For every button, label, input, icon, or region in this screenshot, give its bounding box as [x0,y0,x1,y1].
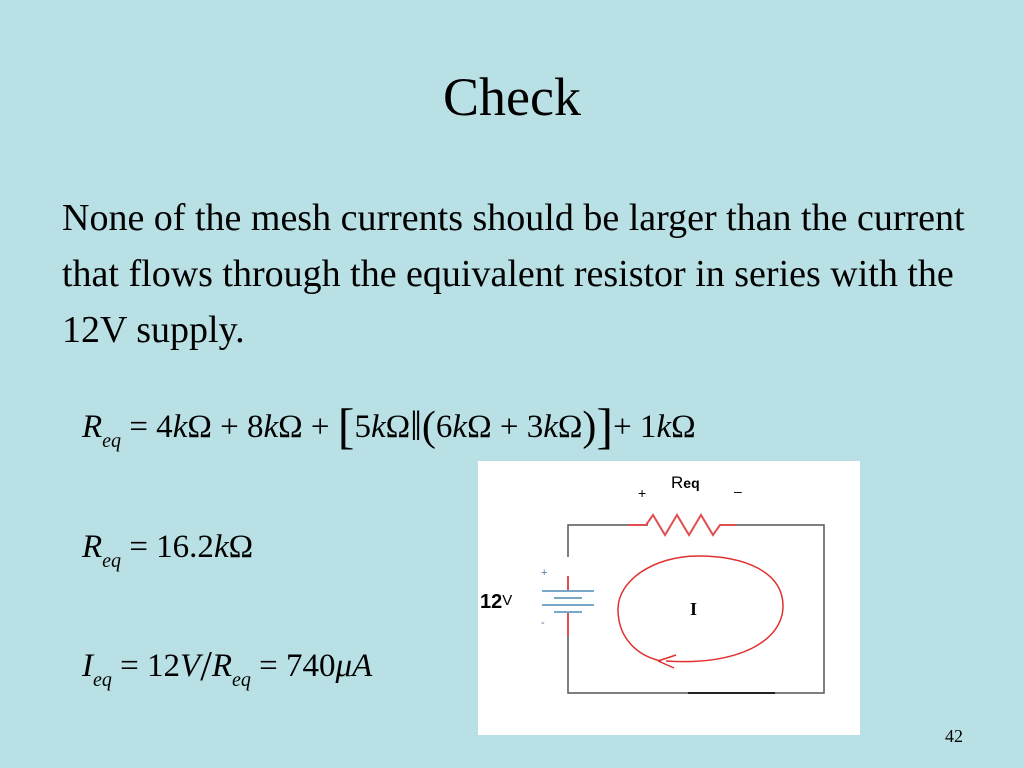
equation-req-expansion [82,398,696,454]
eq1-part9: + 1 [613,409,657,445]
resistor-label [671,473,700,493]
eq3-r: R [211,648,233,684]
eq1-part6: 6 [435,409,453,445]
circuit-svg [478,461,860,735]
eq3-part2: = 740 [259,648,336,684]
eq1-k6: k [656,409,672,445]
top-left-wire [568,525,648,557]
eq1-k4: k [452,409,468,445]
eq2-lhs-sub: eq [102,550,122,572]
eq3-r-sub: eq [232,669,251,691]
source-value-label [480,591,512,614]
battery-plus-sign: + [541,567,548,579]
eq1-part8: Ω [557,409,583,445]
eq1-part5: Ω [385,409,411,445]
eq1-lhs: R [82,409,103,445]
eq3-mu: μ [335,648,353,684]
eq2-part1: = 16.2 [129,529,214,565]
eq2-k1: k [213,529,229,565]
resistor-label-r: R [671,473,684,492]
eq1-part10: Ω [671,409,696,445]
eq1-open-paren: ( [421,404,436,450]
eq1-k5: k [543,409,558,445]
slide-title: Check [443,67,581,127]
equation-req-result [82,527,253,571]
eq1-close-bracket: ] [596,398,614,454]
eq3-v: V [180,648,201,684]
eq1-k1: k [172,409,188,445]
eq3-a: A [352,648,373,684]
slide-body-text: None of the mesh currents should be larger than the current that flows through the equivalent resistor in series with the 12V supply. [62,197,965,351]
resistor-zigzag [628,515,736,535]
eq1-part4: 5 [354,409,371,445]
eq1-open-bracket: [ [337,398,355,454]
eq2-lhs: R [82,529,103,565]
eq3-lhs: I [82,648,93,684]
source-value: 12 [480,591,503,613]
eq1-k3: k [370,409,386,445]
current-label: I [690,599,698,619]
eq1-part3: Ω + [278,409,330,445]
circuit-diagram [478,461,860,735]
source-unit: V [502,592,513,609]
battery-minus-sign: - [541,617,545,629]
eq1-k2: k [263,409,279,445]
eq1-close-paren: ) [582,404,597,450]
current-loop [618,556,783,662]
equation-ieq-result [82,646,372,690]
eq1-lhs-sub: eq [102,430,122,452]
eq1-part1: = 4 [129,409,173,445]
eq3-lhs-sub: eq [93,669,112,691]
eq3-part1: = 12 [120,648,181,684]
resistor-label-sub: eq [683,475,700,491]
eq1-parallel: ‖ [410,404,422,450]
left-terminal-plus: + [638,485,647,501]
eq2-part2: Ω [228,529,254,565]
eq3-slash: / [200,644,212,690]
right-terminal-minus: – [734,483,742,499]
eq1-part2: Ω + 8 [187,409,264,445]
page-number: 42 [945,726,963,746]
eq1-part7: Ω + 3 [467,409,544,445]
